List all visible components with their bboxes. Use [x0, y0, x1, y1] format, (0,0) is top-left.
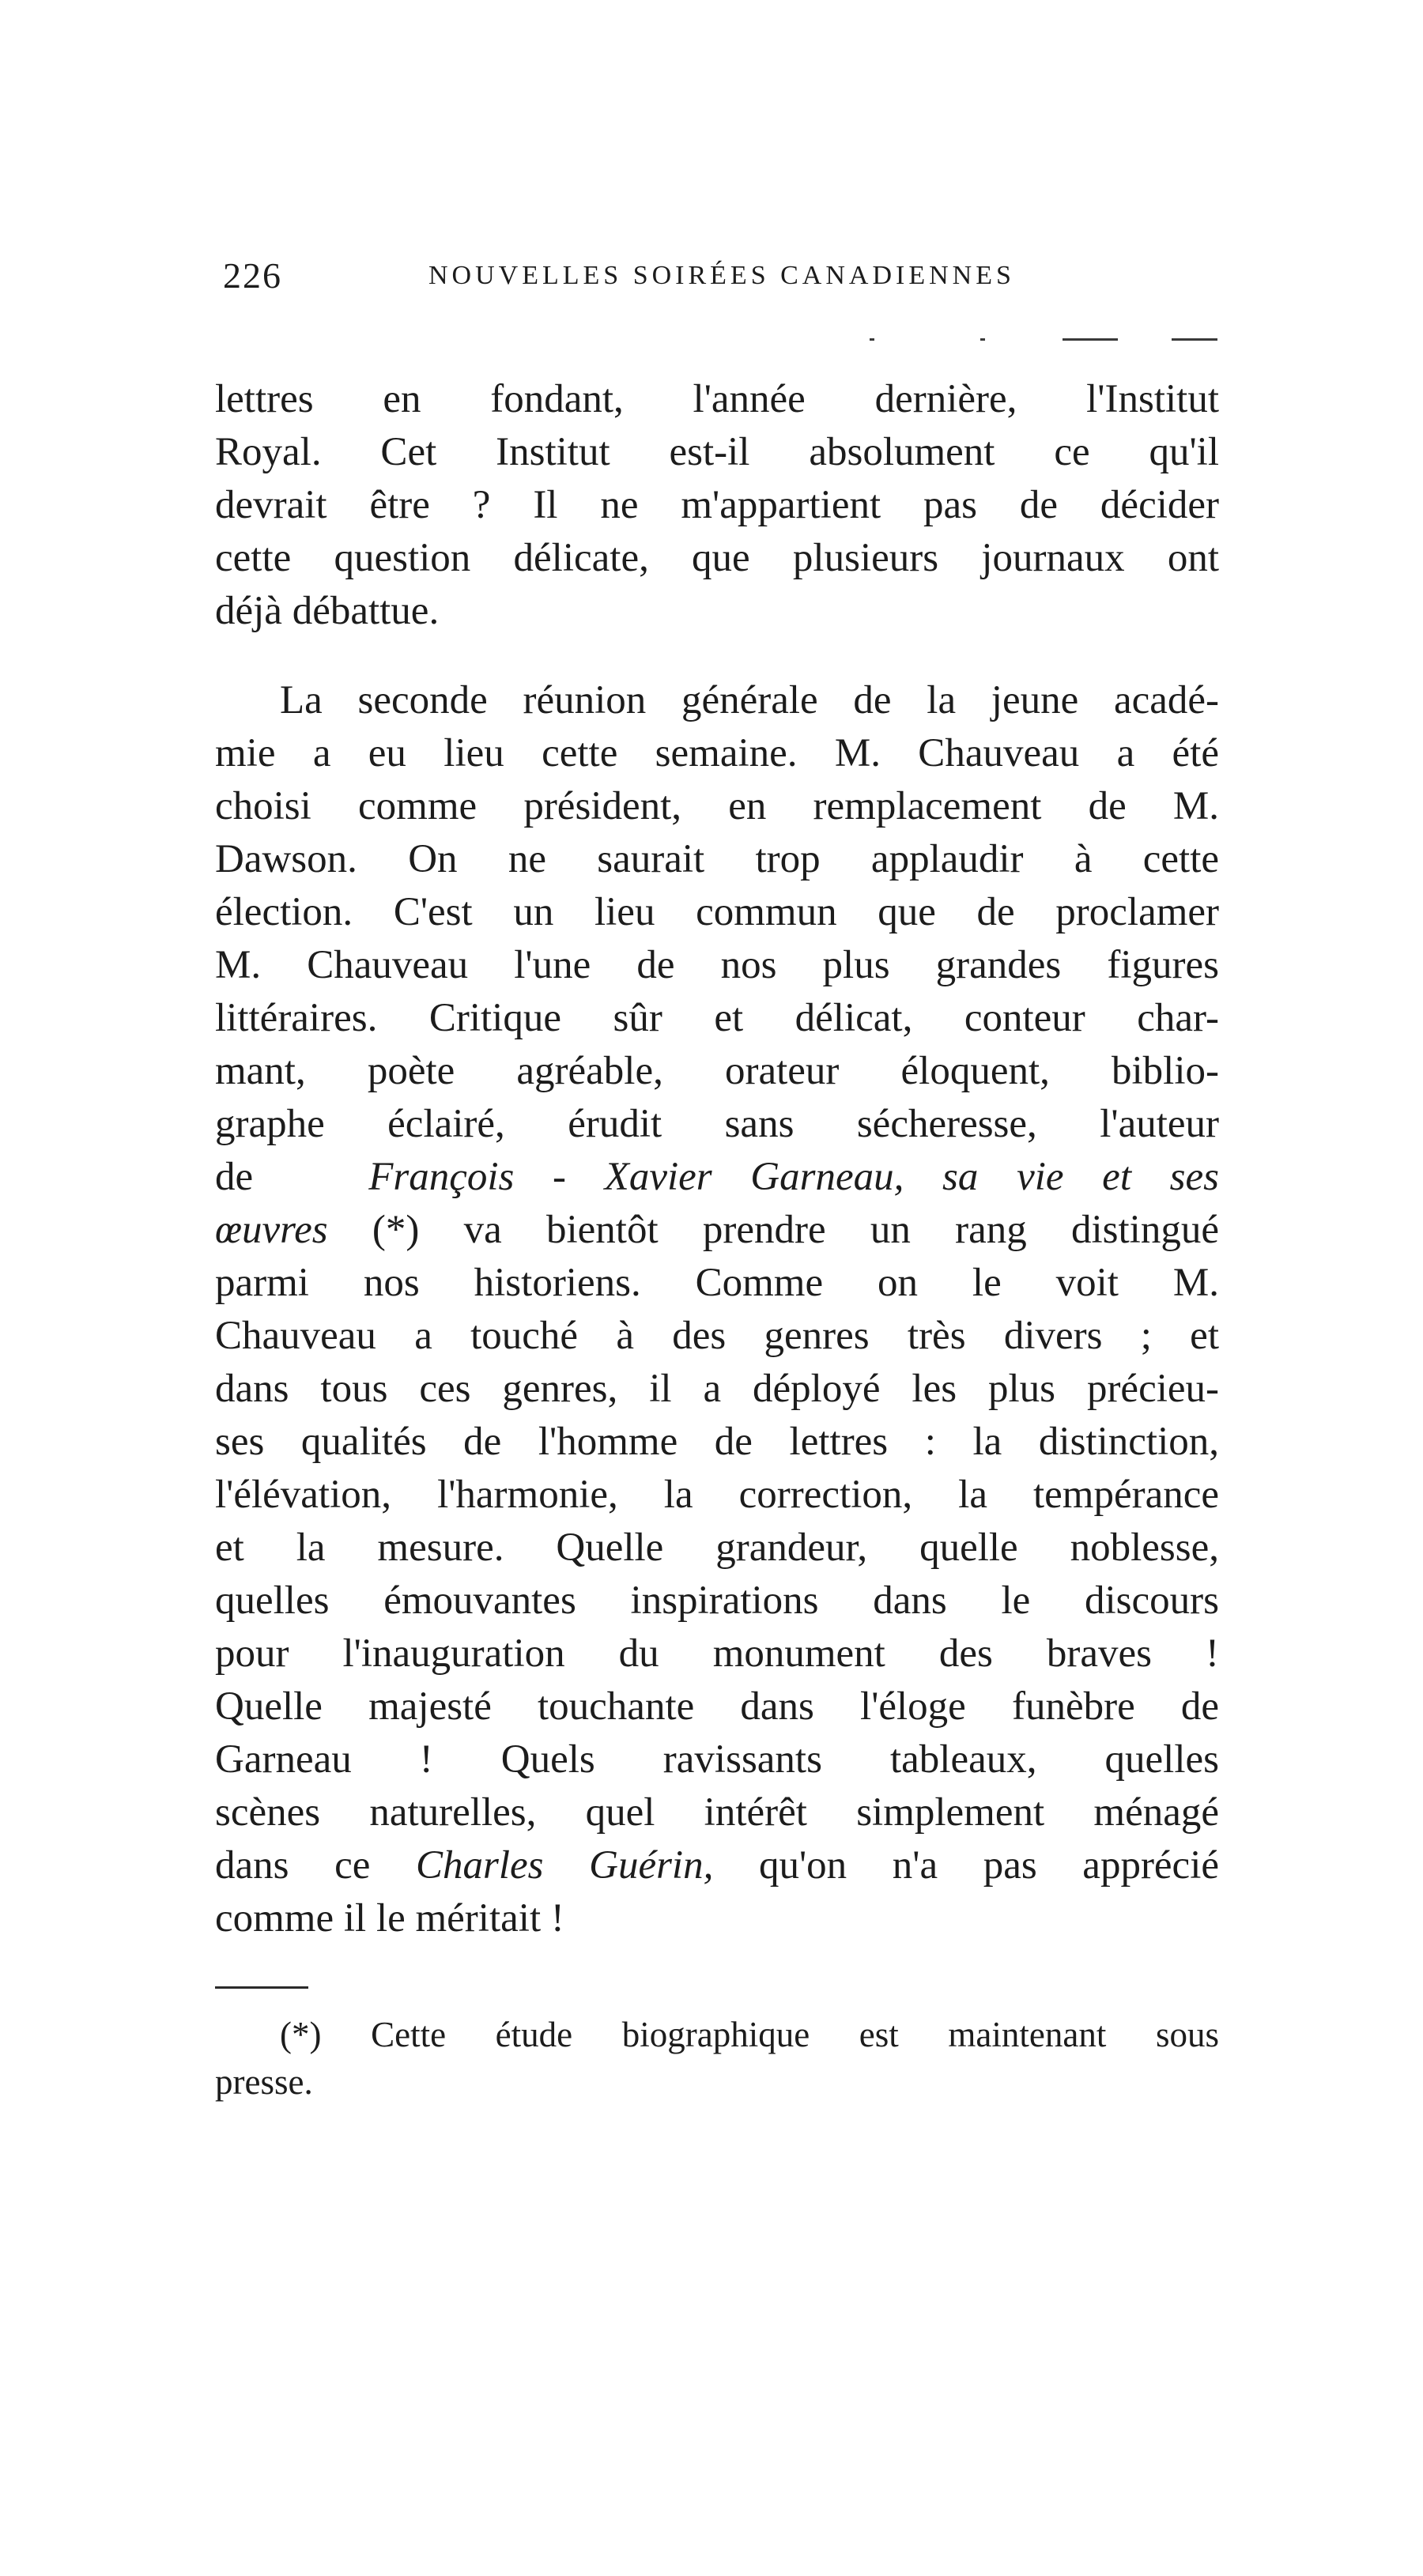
book-title: œuvres	[215, 1208, 328, 1252]
text-line: choisi comme président, en remplacement de M.	[215, 784, 1219, 828]
text-line	[215, 1204, 1219, 1257]
text-line: Royal. Cet Institut est-il absolument ce qu'il	[215, 430, 1219, 474]
footnote-rule	[215, 1986, 308, 1989]
text-line: littéraires. Critique sûr et délicat, conteur char-	[215, 996, 1219, 1040]
header-rule	[870, 338, 1217, 341]
text-line: mant, poète agréable, orateur éloquent, biblio-	[215, 1049, 1219, 1093]
paragraph-1	[215, 373, 1219, 638]
book-title: François - Xavier Garneau, sa vie et ses	[368, 1155, 1220, 1199]
text-line: ses qualités de l'homme de lettres : la distinction,	[215, 1420, 1219, 1464]
text-segment: qu'on n'a pas apprécié	[713, 1843, 1220, 1888]
text-line: cette question délicate, que plusieurs journaux ont	[215, 536, 1219, 580]
text-line: Chauveau a touché à des genres très divers ; et	[215, 1314, 1219, 1358]
footnote-line: (*) Cette étude biographique est maintenant sous	[280, 2015, 1219, 2054]
running-title: NOUVELLES SOIRÉES CANADIENNES	[428, 261, 1015, 290]
text-line: graphe éclairé, érudit sans sécheresse, l'auteur	[215, 1102, 1219, 1146]
body-text	[215, 373, 1219, 1945]
text-line: scènes naturelles, quel intérêt simplement ménagé	[215, 1790, 1219, 1835]
text-line	[215, 1151, 1219, 1204]
text-line: devrait être ? Il ne m'appartient pas de décider	[215, 483, 1219, 527]
footnote-line: presse.	[215, 2062, 313, 2102]
text-line: dans tous ces genres, il a déployé les plus précieu-	[215, 1367, 1219, 1411]
text-line: Garneau ! Quels ravissants tableaux, quelles	[215, 1737, 1219, 1782]
text-line	[215, 1839, 1219, 1892]
text-line: mie a eu lieu cette semaine. M. Chauveau a été	[215, 731, 1219, 775]
text-segment: dans ce	[215, 1843, 416, 1888]
footnote	[215, 2011, 1219, 2106]
text-line: et la mesure. Quelle grandeur, quelle noblesse,	[215, 1526, 1219, 1570]
text-line: Dawson. On ne saurait trop applaudir à cette	[215, 837, 1219, 881]
text-line: lettres en fondant, l'année dernière, l'Institut	[215, 377, 1219, 421]
text-line: quelles émouvantes inspirations dans le discours	[215, 1578, 1219, 1623]
text-line: élection. C'est un lieu commun que de proclamer	[215, 890, 1219, 934]
text-line: parmi nos historiens. Comme on le voit M.	[215, 1261, 1219, 1305]
text-line: comme il le méritait !	[215, 1896, 564, 1940]
paragraph-2	[215, 674, 1219, 1945]
text-line: l'élévation, l'harmonie, la correction, la tempérance	[215, 1473, 1219, 1517]
text-line: déjà débattue.	[215, 589, 440, 633]
book-title: Charles Guérin,	[415, 1843, 714, 1888]
page-number: 226	[223, 255, 282, 296]
text-line: Quelle majesté touchante dans l'éloge funèbre de	[215, 1684, 1219, 1729]
text-line: M. Chauveau l'une de nos plus grandes figures	[215, 943, 1219, 987]
page-header	[223, 255, 1219, 302]
text-segment: de	[215, 1155, 254, 1199]
text-line: pour l'inauguration du monument des braves !	[215, 1631, 1219, 1676]
text-line: La seconde réunion générale de la jeune acadé-	[280, 678, 1219, 722]
text-segment: (*) va bientôt prendre un rang distingué	[327, 1208, 1219, 1252]
